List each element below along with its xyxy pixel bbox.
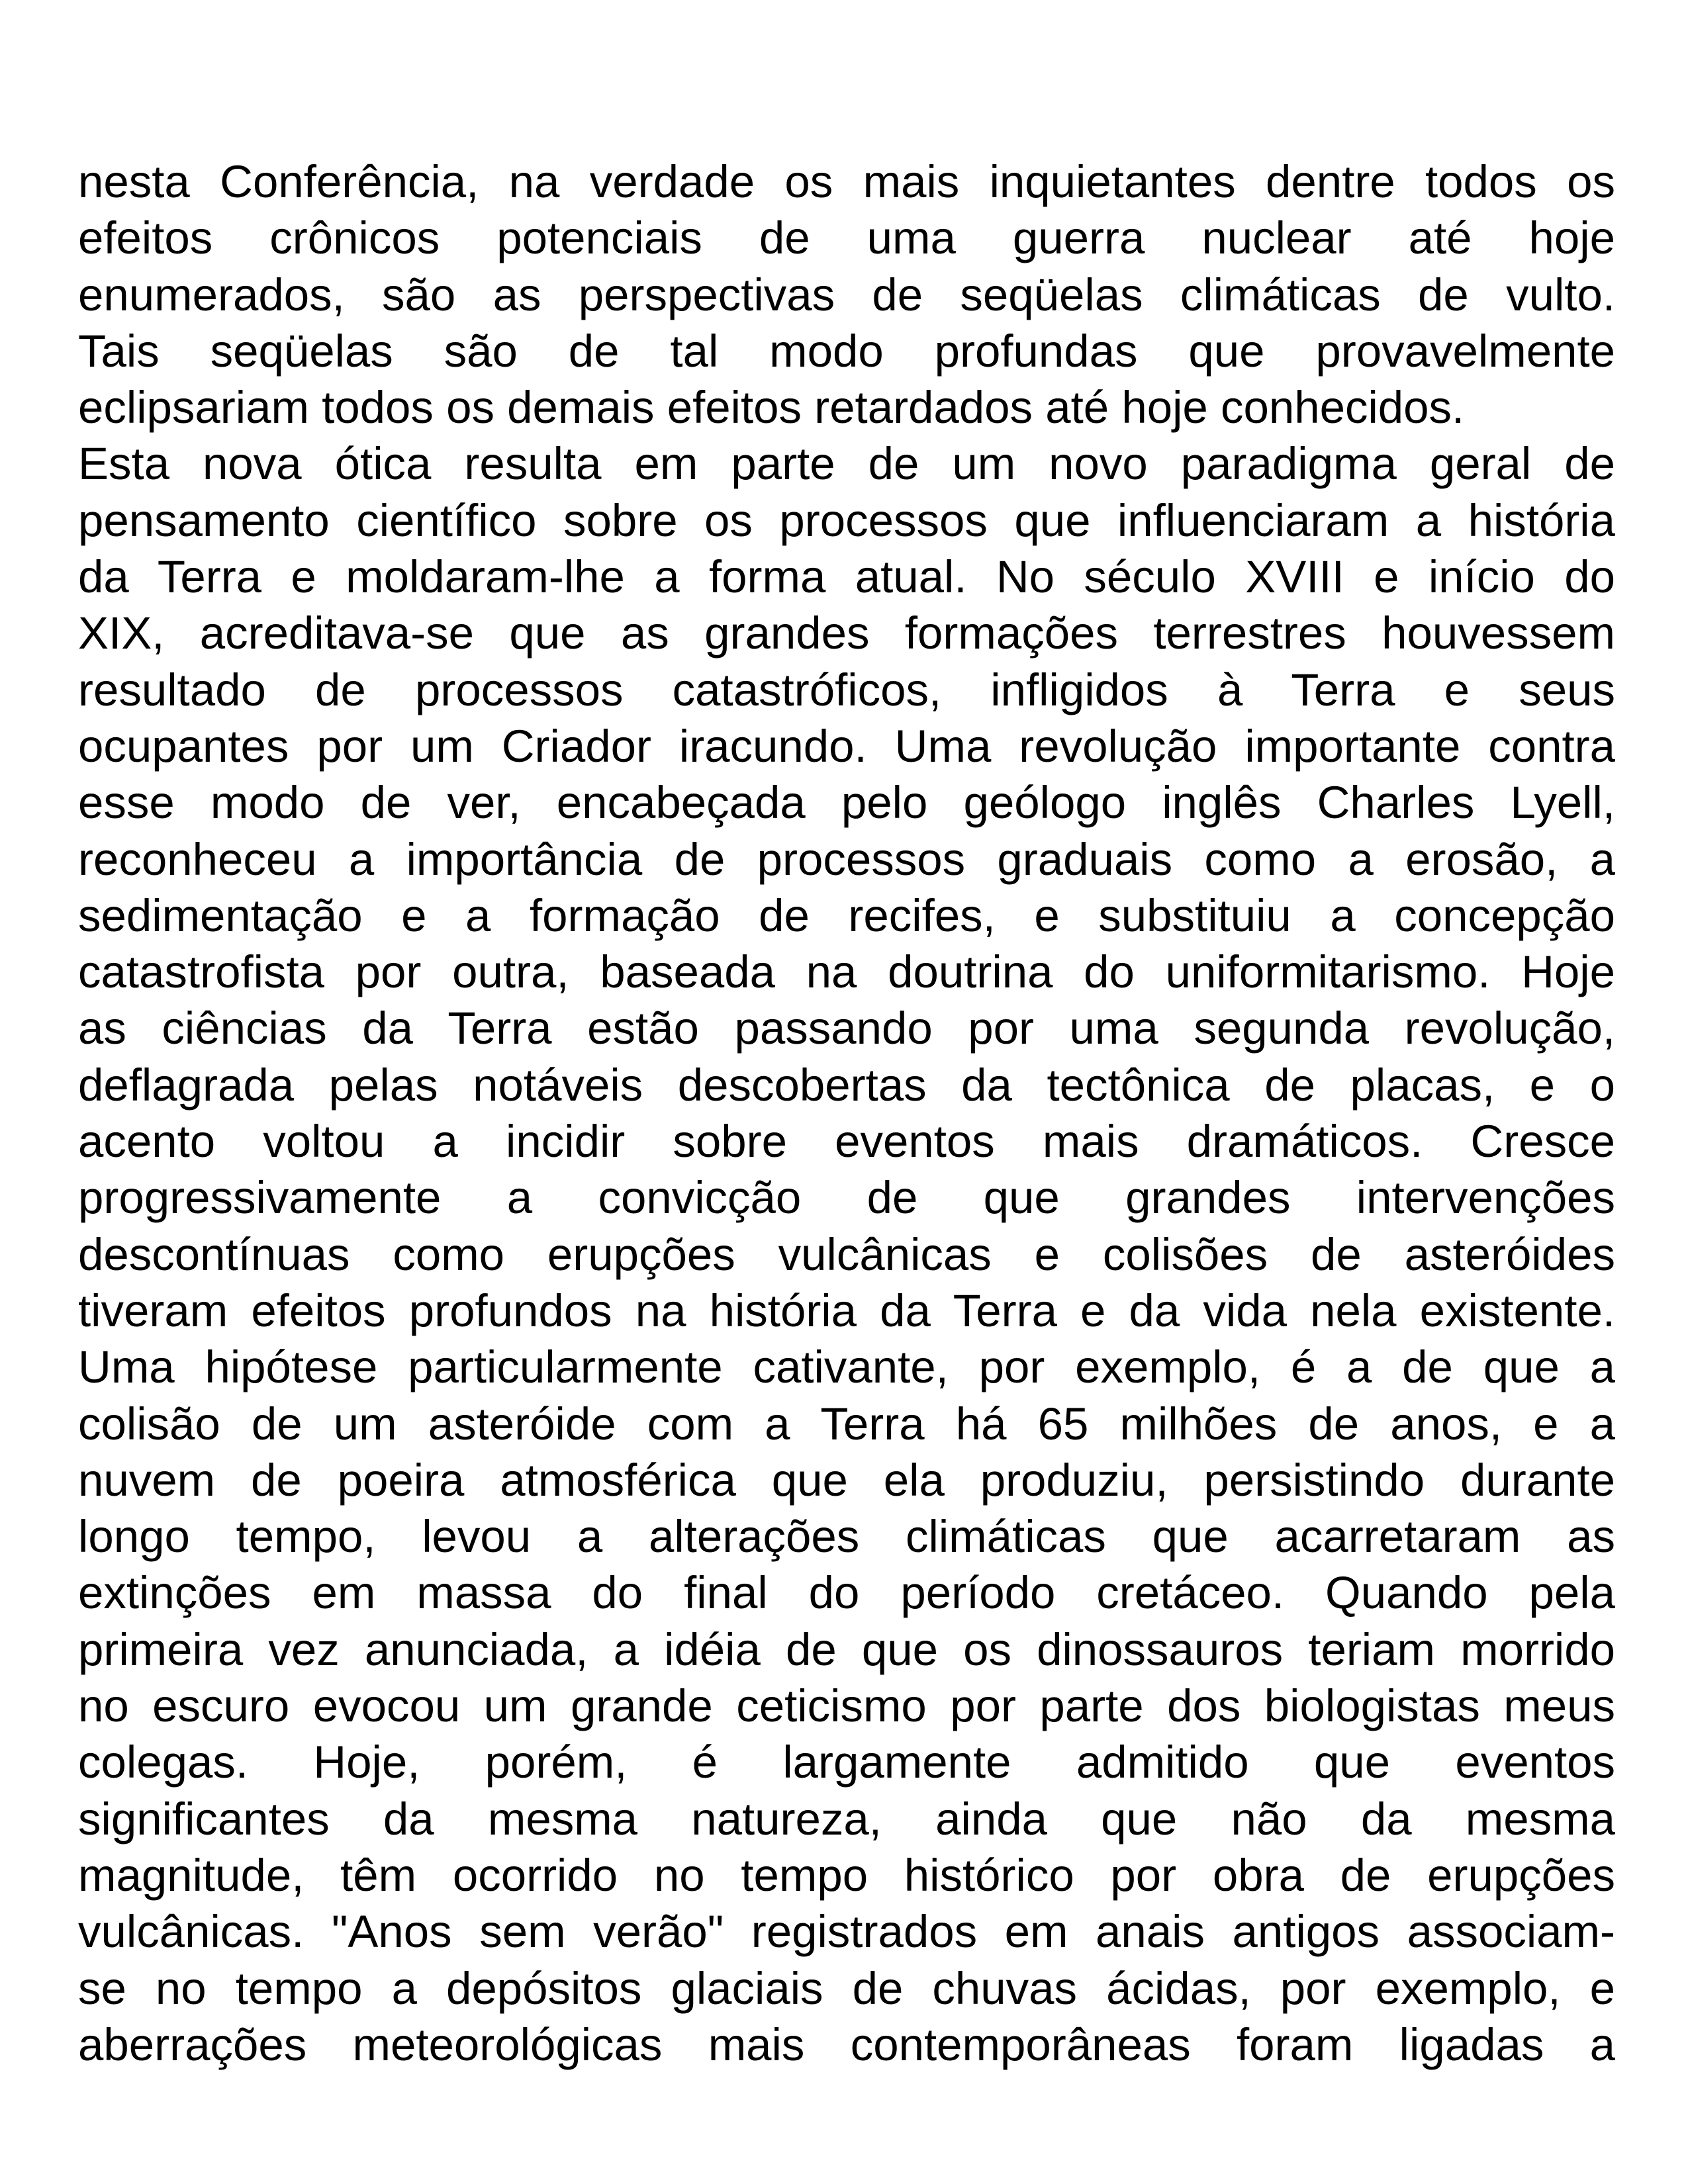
- text-line: nesta Conferência, na verdade os mais inquietantes dentre todos os: [78, 156, 1615, 207]
- text-line: enumerados, são as perspectivas de seqüelas climáticas de vulto.: [78, 269, 1615, 320]
- text-line: eclipsariam todos os demais efeitos retardados até hoje conhecidos.: [78, 382, 1465, 433]
- text-line: da Terra e moldaram-lhe a forma atual. No século XVIII e início do: [78, 551, 1615, 603]
- text-line: Tais seqüelas são de tal modo profundas que provavelmente: [78, 325, 1615, 377]
- text-line: esse modo de ver, encabeçada pelo geólogo inglês Charles Lyell,: [78, 777, 1615, 829]
- text-line: progressivamente a convicção de que grandes intervenções: [78, 1172, 1615, 1224]
- text-line: no escuro evocou um grande ceticismo por parte dos biologistas meus: [78, 1680, 1615, 1732]
- text-line: ocupantes por um Criador iracundo. Uma revolução importante contra: [78, 720, 1615, 772]
- text-line: vulcânicas. "Anos sem verão" registrados em anais antigos associam-: [78, 1906, 1615, 1958]
- text-line: significantes da mesma natureza, ainda que não da mesma: [78, 1793, 1615, 1844]
- text-line: reconheceu a importância de processos graduais como a erosão, a: [78, 833, 1615, 885]
- text-line: pensamento científico sobre os processos que influenciaram a história: [78, 494, 1615, 546]
- text-line: sedimentação e a formação de recifes, e substituiu a concepção: [78, 889, 1615, 941]
- text-line: Uma hipótese particularmente cativante, por exemplo, é a de que a: [78, 1342, 1615, 1393]
- text-line: acento voltou a incidir sobre eventos mais dramáticos. Cresce: [78, 1116, 1615, 1167]
- text-line: catastrofista por outra, baseada na doutrina do uniformitarismo. Hoje: [78, 946, 1615, 998]
- text-line: deflagrada pelas notáveis descobertas da tectônica de placas, e o: [78, 1059, 1615, 1111]
- text-line: extinções em massa do final do período cretáceo. Quando pela: [78, 1567, 1615, 1619]
- text-line: XIX, acreditava-se que as grandes formações terrestres houvessem: [78, 608, 1615, 659]
- text-line: nuvem de poeira atmosférica que ela produziu, persistindo durante: [78, 1454, 1615, 1506]
- text-line: resultado de processos catastróficos, infligidos à Terra e seus: [78, 664, 1615, 715]
- text-line: se no tempo a depósitos glaciais de chuvas ácidas, por exemplo, e: [78, 1962, 1615, 2014]
- body-text: [78, 154, 1615, 2073]
- text-line: Esta nova ótica resulta em parte de um novo paradigma geral de: [78, 438, 1615, 490]
- text-line: as ciências da Terra estão passando por uma segunda revolução,: [78, 1003, 1615, 1054]
- text-line: primeira vez anunciada, a idéia de que os dinossauros teriam morrido: [78, 1623, 1615, 1675]
- text-line: colegas. Hoje, porém, é largamente admitido que eventos: [78, 1737, 1615, 1788]
- text-line: aberrações meteorológicas mais contemporâneas foram ligadas a: [78, 2019, 1615, 2070]
- text-line: colisão de um asteróide com a Terra há 65 milhões de anos, e a: [78, 1398, 1615, 1449]
- text-line: descontínuas como erupções vulcânicas e colisões de asteróides: [78, 1228, 1615, 1280]
- text-line: tiveram efeitos profundos na história da Terra e da vida nela existente.: [78, 1285, 1615, 1336]
- text-line: efeitos crônicos potenciais de uma guerra nuclear até hoje: [78, 212, 1615, 264]
- text-line: magnitude, têm ocorrido no tempo histórico por obra de erupções: [78, 1849, 1615, 1901]
- text-line: longo tempo, levou a alterações climáticas que acarretaram as: [78, 1511, 1615, 1563]
